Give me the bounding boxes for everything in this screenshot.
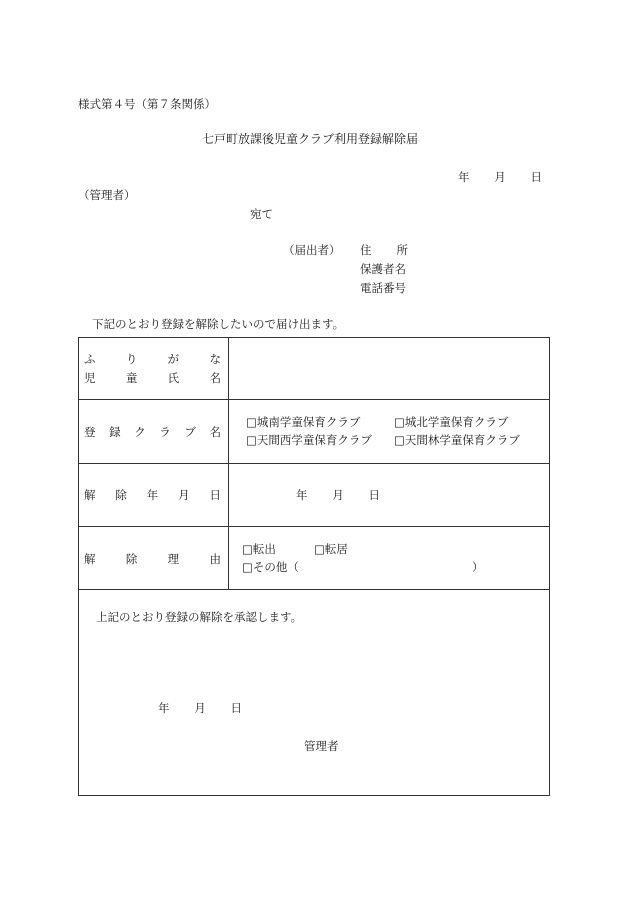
address-char: 所 (396, 243, 408, 257)
month-label: 月 (194, 701, 206, 715)
row-divider (79, 399, 549, 400)
applicant-address-label (360, 243, 408, 257)
club-label-char: 名 (209, 425, 221, 439)
reason-label-char: 由 (209, 552, 221, 566)
date-label-char: 解 (84, 488, 96, 502)
submission-date (458, 170, 542, 184)
approval-text: 上記のとおり登録の解除を承認します。 (96, 610, 303, 624)
furigana-char: が (167, 352, 180, 366)
reason-label-char: 解 (84, 552, 96, 566)
furigana-char: り (125, 352, 138, 366)
reason-label-char: 除 (125, 552, 138, 566)
reason-other-close-paren: ） (472, 560, 484, 574)
phone-label: 電話番号 (360, 281, 406, 295)
addressee-manager: （管理者） (78, 188, 136, 202)
child-name-char: 名 (209, 371, 221, 385)
child-name-label (84, 371, 221, 385)
date-label-char: 年 (146, 488, 159, 502)
day-label: 日 (368, 488, 380, 502)
child-name-char: 氏 (167, 371, 180, 385)
reason-label-char: 理 (167, 552, 180, 566)
deregistration-date-label (84, 488, 221, 502)
day-label: 日 (530, 170, 542, 184)
reason-move-out-option[interactable]: □転出 (242, 542, 276, 556)
form-title: 七戸町放課後児童クラブ利用登録解除届 (202, 132, 419, 146)
club-option-tenmabayashi[interactable]: □天間林学童保育クラブ (394, 433, 520, 447)
club-label (84, 425, 221, 439)
address-char: 住 (360, 243, 372, 257)
guardian-name-label: 保護者名 (360, 262, 406, 276)
month-label: 月 (494, 170, 506, 184)
addressee-suffix: 宛て (250, 207, 273, 221)
club-option-johoku[interactable]: □城北学童保育クラブ (394, 415, 509, 429)
reason-relocation-option[interactable]: □転居 (314, 542, 348, 556)
club-label-char: 登 (84, 425, 96, 439)
date-label-char: 日 (209, 488, 221, 502)
year-label: 年 (458, 170, 470, 184)
day-label: 日 (230, 701, 242, 715)
intro-text: 下記のとおり登録を解除したいので届け出ます。 (92, 317, 345, 331)
club-option-jonan[interactable]: □城南学童保育クラブ (246, 415, 361, 429)
club-option-tenmanishi[interactable]: □天間西学童保育クラブ (246, 433, 372, 447)
year-label: 年 (296, 488, 308, 502)
row-divider (79, 589, 549, 590)
form-number: 様式第４号（第７条関係） (78, 97, 216, 111)
club-label-char: ク (134, 425, 146, 439)
row-divider (79, 526, 549, 527)
approval-manager-label: 管理者 (304, 739, 339, 753)
approval-date (158, 701, 242, 715)
furigana-char: ふ (84, 352, 96, 366)
column-divider (228, 338, 229, 590)
date-label-char: 月 (178, 488, 190, 502)
row-divider (79, 463, 549, 464)
date-label-char: 除 (115, 488, 127, 502)
deregistration-date-field[interactable] (296, 488, 380, 502)
reason-label (84, 552, 221, 566)
club-label-char: 録 (109, 425, 121, 439)
reason-other-option[interactable]: □その他（ (242, 560, 299, 574)
furigana-label (84, 352, 221, 366)
year-label: 年 (158, 701, 170, 715)
applicant-label: （届出者） (283, 243, 341, 257)
child-name-char: 児 (84, 371, 96, 385)
club-label-char: ブ (184, 425, 196, 439)
furigana-char: な (209, 352, 221, 366)
child-name-char: 童 (125, 371, 138, 385)
month-label: 月 (332, 488, 344, 502)
club-label-char: ラ (159, 425, 171, 439)
